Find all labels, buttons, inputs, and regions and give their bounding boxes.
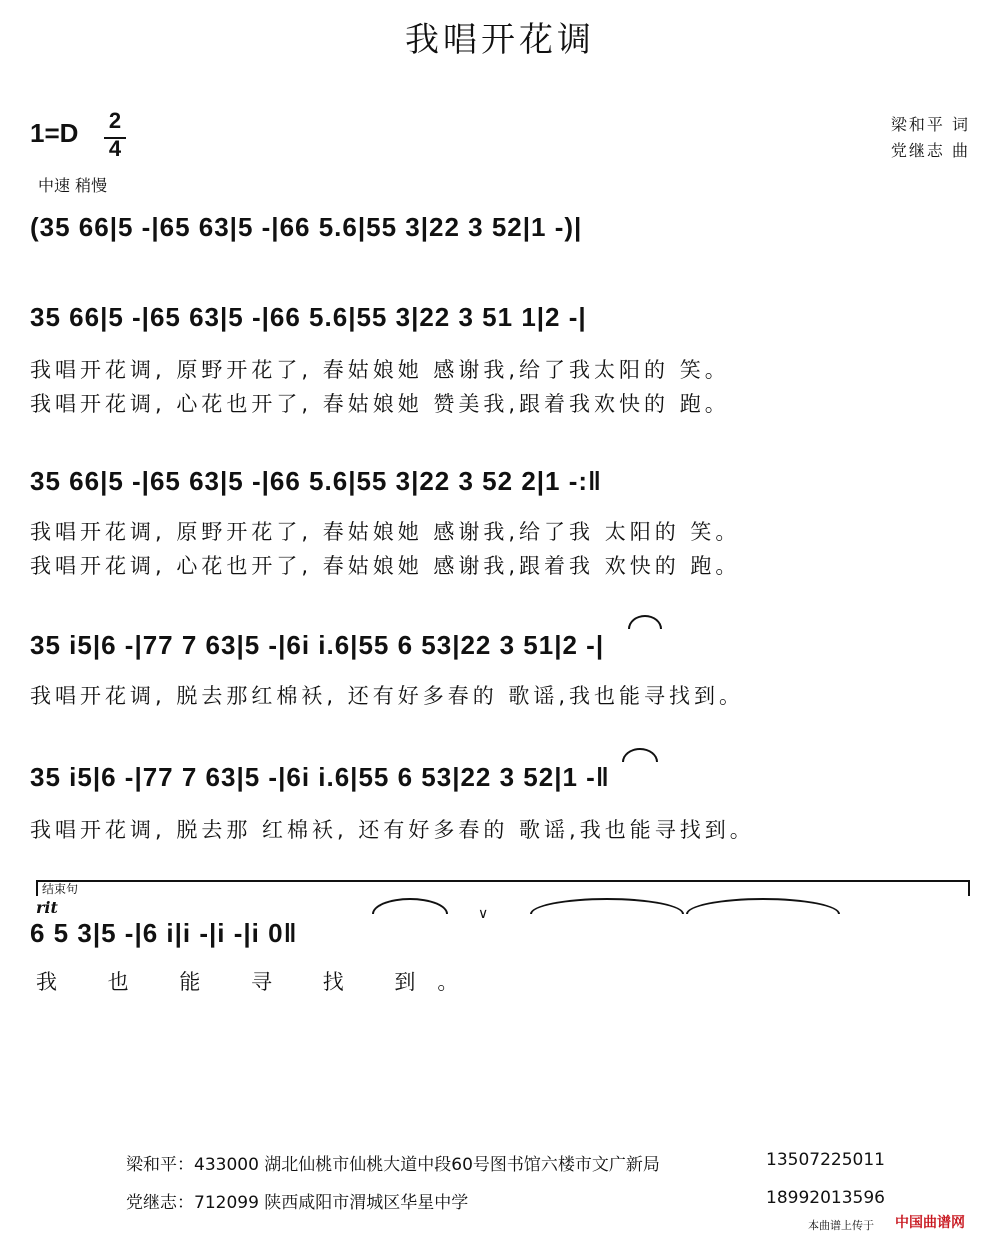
composer-credit: 党继志 曲 bbox=[890, 141, 970, 160]
lyrics-line-3-verse-1: 我唱开花调, 原野开花了, 春姑娘她 感谢我,给了我 太阳的 笑。 bbox=[30, 520, 741, 544]
lyrics-line-4: 我唱开花调, 脱去那红棉袄, 还有好多春的 歌谣,我也能寻找到。 bbox=[30, 684, 745, 708]
notation-line-3: 35 66|5 -|65 63|5 -|66 5.6|55 3|22 3 52 2|1 -:‖ bbox=[30, 466, 602, 496]
lyrics-line-2-verse-2: 我唱开花调, 心花也开了, 春姑娘她 赞美我,跟着我欢快的 跑。 bbox=[30, 392, 730, 416]
slur bbox=[628, 615, 662, 629]
tie bbox=[530, 898, 684, 914]
lyrics-line-2-verse-1: 我唱开花调, 原野开花了, 春姑娘她 感谢我,给了我太阳的 笑。 bbox=[30, 358, 730, 382]
notation-ending: 6 5 3|5 -|6 i|i -|i -|i 0‖ bbox=[30, 918, 298, 948]
notation-line-5: 35 i5|6 -|77 7 63|5 -|6i i.6|55 6 53|22 3 52|1 -‖ bbox=[30, 762, 610, 792]
ending-label: 结束句 bbox=[42, 882, 79, 896]
lyrics-line-5: 我唱开花调, 脱去那 红棉袄, 还有好多春的 歌谣,我也能寻找到。 bbox=[30, 818, 755, 842]
key-signature: 1=D bbox=[30, 118, 79, 148]
breath-mark: ∨ bbox=[478, 906, 489, 922]
phone-lyricist: 13507225011 bbox=[766, 1150, 885, 1170]
tie bbox=[686, 898, 840, 914]
time-signature-numerator: 2 bbox=[108, 108, 122, 133]
notation-line-1: (35 66|5 -|65 63|5 -|66 5.6|55 3|22 3 52|1 -)| bbox=[30, 212, 583, 242]
uploader-note: 本曲谱上传于 bbox=[808, 1219, 874, 1232]
notation-line-4: 35 i5|6 -|77 7 63|5 -|6i i.6|55 6 53|22 3 51|2 -| bbox=[30, 630, 605, 660]
lyrics-line-3-verse-2: 我唱开花调, 心花也开了, 春姑娘她 感谢我,跟着我 欢快的 跑。 bbox=[30, 554, 741, 578]
lyricist-credit: 梁和平 词 bbox=[890, 115, 970, 134]
slur bbox=[622, 748, 658, 762]
ending-bracket bbox=[36, 880, 970, 896]
lyrics-ending: 我 也 能 寻 找 到。 bbox=[36, 970, 481, 994]
time-signature-denominator: 4 bbox=[108, 136, 122, 161]
song-title: 我唱开花调 bbox=[405, 20, 595, 60]
phone-composer: 18992013596 bbox=[766, 1188, 885, 1208]
tempo-marking: 中速 稍慢 bbox=[38, 176, 108, 195]
site-logo[interactable]: 中国曲谱网 bbox=[895, 1215, 965, 1231]
slur bbox=[372, 898, 448, 914]
contact-composer: 党继志：712099 陕西咸阳市渭城区华星中学 bbox=[126, 1193, 469, 1213]
contact-lyricist: 梁和平：433000 湖北仙桃市仙桃大道中段60号图书馆六楼市文广新局 bbox=[126, 1155, 660, 1175]
notation-line-2: 35 66|5 -|65 63|5 -|66 5.6|55 3|22 3 51 1|2 -| bbox=[30, 302, 587, 332]
ritardando-marking: rit bbox=[36, 898, 58, 917]
